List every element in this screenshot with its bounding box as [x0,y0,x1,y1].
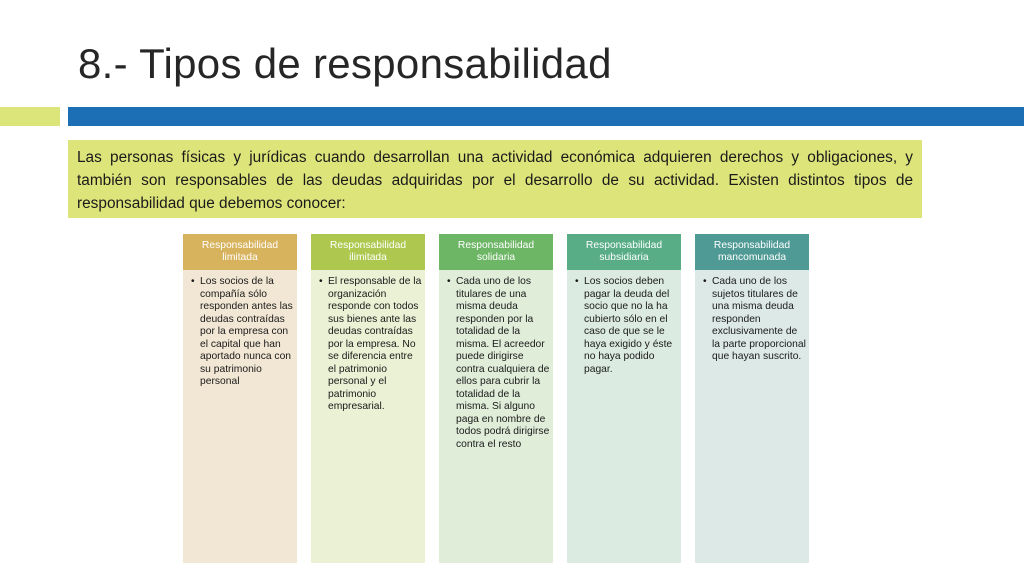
bullet-list [319,276,423,414]
column-header: Responsabilidad ilimitada [311,234,425,270]
column-body [567,270,681,563]
bullet-item: • El responsable de la organización responde con todos sus bienes ante las deudas contraídas por la empresa. No se diferencia entre el patrimonio personal y el patrimonio empresarial. [319,276,423,414]
bullet-list [191,276,295,389]
bullet-item: • Los socios de la compañía sólo responden antes las deudas contraídas por la empresa con el capital que han aportado nunca con su patrimonio personal [191,276,295,389]
bullet-item: • Cada uno de los titulares de una misma deuda responden por la totalidad de la misma. El acreedor puede dirigirse contra cualquiera de ellos para cubrir la totalidad de la misma. Si alguno paga en nombre de todos podrá dirigirse contra el resto [447,276,551,451]
bullet-item: • Los socios deben pagar la deuda del socio que no la ha cubierto sólo en el caso de que se le haya exigido y éste no haya podido pagar. [575,276,679,376]
bullet-list [703,276,807,364]
accent-bar [0,107,60,126]
column-mancomunada [695,234,809,563]
bullet-list [447,276,551,451]
intro-paragraph: Las personas físicas y jurídicas cuando desarrollan una actividad económica adquieren derechos y obligaciones, y también son responsables de las deudas adquiridas por el desarrollo de su actividad. Existen distintos tipos de responsabilidad que debemos conocer: [68,140,922,218]
column-body [439,270,553,563]
bullet-item: • Cada uno de los sujetos titulares de una misma deuda responden exclusivamente de la parte proporcional que hayan suscrito. [703,276,807,364]
column-header: Responsabilidad limitada [183,234,297,270]
column-body [311,270,425,563]
column-body [183,270,297,563]
column-header: Responsabilidad subsidiaria [567,234,681,270]
column-ilimitada [311,234,425,563]
column-limitada [183,234,297,563]
column-header: Responsabilidad mancomunada [695,234,809,270]
bullet-list [575,276,679,376]
column-solidaria [439,234,553,563]
column-body [695,270,809,563]
column-header: Responsabilidad solidaria [439,234,553,270]
column-subsidiaria [567,234,681,563]
title-underline-bar [68,107,1024,126]
slide-title: 8.- Tipos de responsabilidad [78,40,612,87]
